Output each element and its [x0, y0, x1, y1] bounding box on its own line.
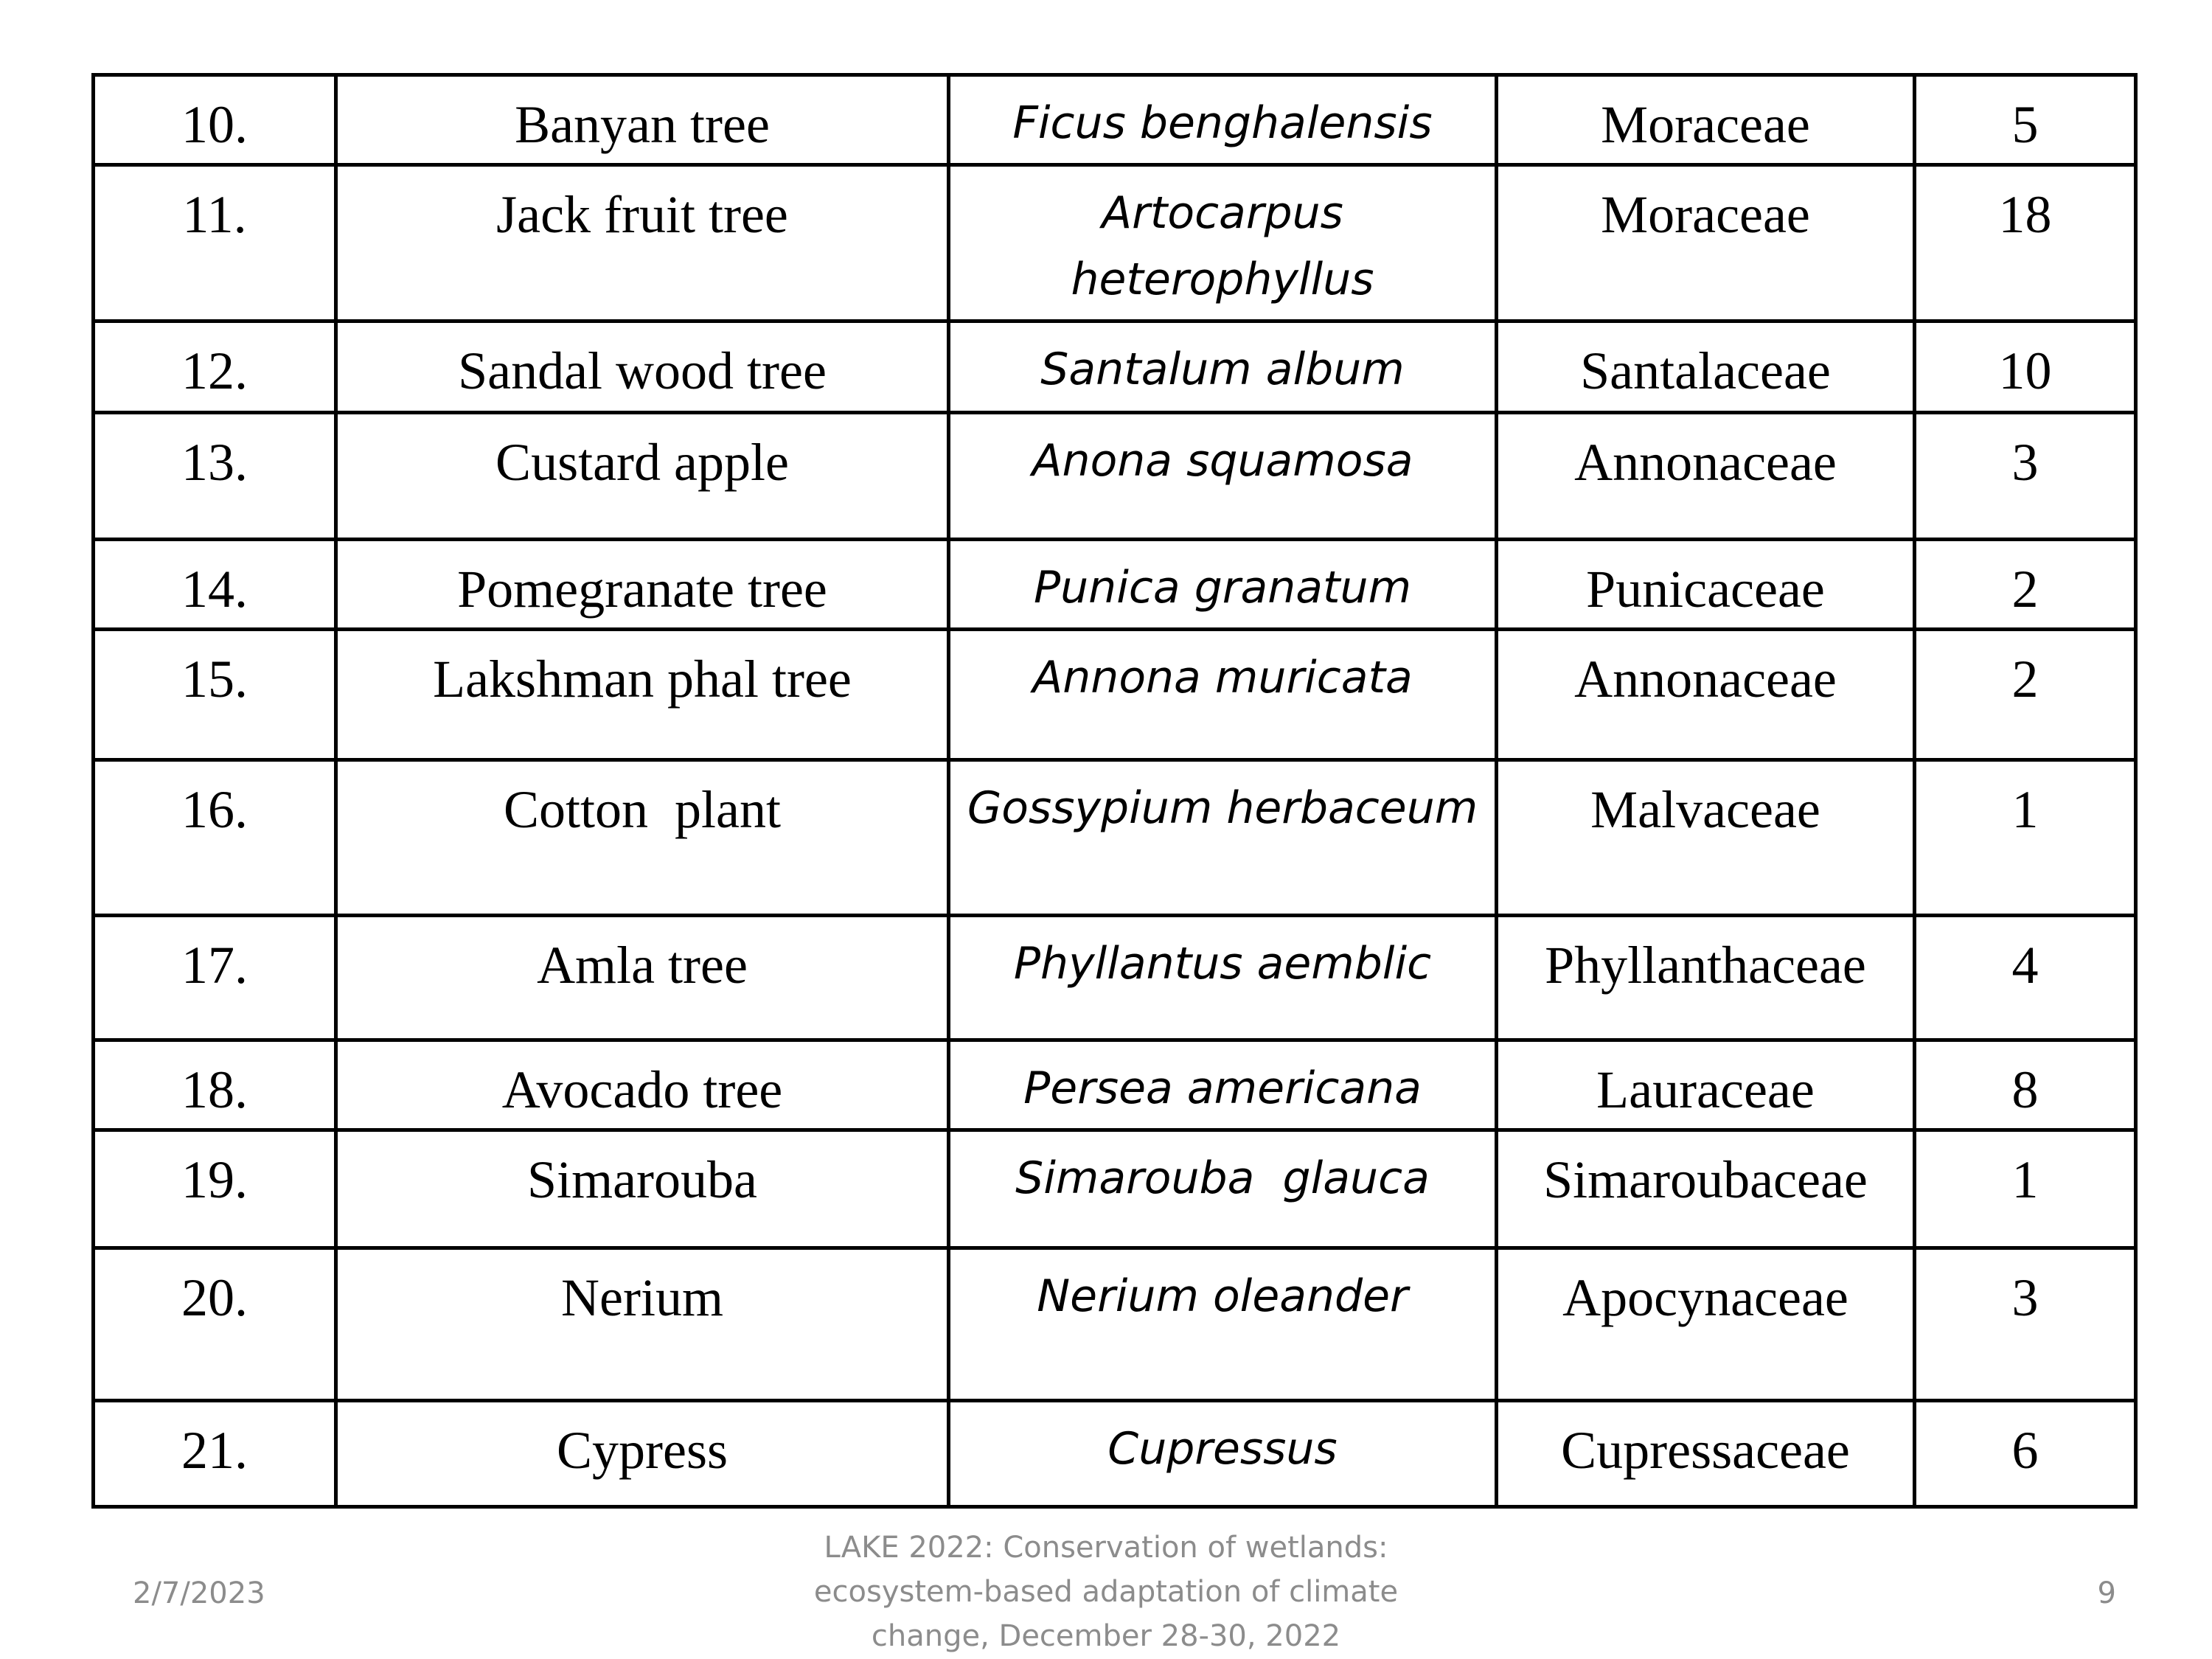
serial-number-cell: 15. [94, 630, 336, 760]
serial-number-cell: 19. [94, 1130, 336, 1248]
table-row [94, 165, 2136, 321]
count-cell: 10 [1915, 321, 2136, 413]
count-cell: 5 [1915, 75, 2136, 165]
common-name-cell: Cypress [336, 1401, 949, 1507]
count-cell: 2 [1915, 630, 2136, 760]
count-cell: 18 [1915, 165, 2136, 321]
table-row [94, 1040, 2136, 1130]
scientific-name-cell: Artocarpus heterophyllus [949, 165, 1497, 321]
count-cell: 6 [1915, 1401, 2136, 1507]
family-cell: Cupressaceae [1497, 1401, 1915, 1507]
family-cell: Annonaceae [1497, 413, 1915, 540]
serial-number-cell: 12. [94, 321, 336, 413]
scientific-name-cell: Simarouba glauca [949, 1130, 1497, 1248]
serial-number-cell: 13. [94, 413, 336, 540]
count-cell: 1 [1915, 1130, 2136, 1248]
table-row [94, 1130, 2136, 1248]
table-row [94, 540, 2136, 630]
table-row [94, 321, 2136, 413]
family-cell: Lauraceae [1497, 1040, 1915, 1130]
species-table [91, 73, 2138, 1509]
count-cell: 2 [1915, 540, 2136, 630]
family-cell: Simaroubaceae [1497, 1130, 1915, 1248]
common-name-cell: Simarouba [336, 1130, 949, 1248]
serial-number-cell: 10. [94, 75, 336, 165]
family-cell: Malvaceae [1497, 760, 1915, 916]
count-cell: 1 [1915, 760, 2136, 916]
table-row [94, 1401, 2136, 1507]
serial-number-cell: 11. [94, 165, 336, 321]
scientific-name-cell: Cupressus [949, 1401, 1497, 1507]
common-name-cell: Amla tree [336, 916, 949, 1040]
common-name-cell: Jack fruit tree [336, 165, 949, 321]
common-name-cell: Cotton plant [336, 760, 949, 916]
family-cell: Moraceae [1497, 165, 1915, 321]
count-cell: 4 [1915, 916, 2136, 1040]
family-cell: Punicaceae [1497, 540, 1915, 630]
count-cell: 3 [1915, 1248, 2136, 1401]
common-name-cell: Avocado tree [336, 1040, 949, 1130]
scientific-name-cell: Gossypium herbaceum [949, 760, 1497, 916]
common-name-cell: Lakshman phal tree [336, 630, 949, 760]
table-row [94, 413, 2136, 540]
table-row [94, 760, 2136, 916]
scientific-name-cell: Ficus benghalensis [949, 75, 1497, 165]
serial-number-cell: 14. [94, 540, 336, 630]
family-cell: Moraceae [1497, 75, 1915, 165]
common-name-cell: Sandal wood tree [336, 321, 949, 413]
scientific-name-cell: Nerium oleander [949, 1248, 1497, 1401]
count-cell: 8 [1915, 1040, 2136, 1130]
page-number: 9 [2097, 1576, 2116, 1610]
serial-number-cell: 21. [94, 1401, 336, 1507]
common-name-cell: Banyan tree [336, 75, 949, 165]
scientific-name-cell: Persea americana [949, 1040, 1497, 1130]
family-cell: Annonaceae [1497, 630, 1915, 760]
table-row [94, 630, 2136, 760]
count-cell: 3 [1915, 413, 2136, 540]
footer-date: 2/7/2023 [133, 1576, 265, 1610]
table-row [94, 916, 2136, 1040]
family-cell: Apocynaceae [1497, 1248, 1915, 1401]
common-name-cell: Nerium [336, 1248, 949, 1401]
common-name-cell: Custard apple [336, 413, 949, 540]
serial-number-cell: 20. [94, 1248, 336, 1401]
scientific-name-cell: Annona muricata [949, 630, 1497, 760]
serial-number-cell: 18. [94, 1040, 336, 1130]
family-cell: Santalaceae [1497, 321, 1915, 413]
scientific-name-cell: Anona squamosa [949, 413, 1497, 540]
scientific-name-cell: Punica granatum [949, 540, 1497, 630]
family-cell: Phyllanthaceae [1497, 916, 1915, 1040]
serial-number-cell: 16. [94, 760, 336, 916]
table-row [94, 1248, 2136, 1401]
table-row [94, 75, 2136, 165]
common-name-cell: Pomegranate tree [336, 540, 949, 630]
serial-number-cell: 17. [94, 916, 336, 1040]
footer-title: LAKE 2022: Conservation of wetlands: ecosystem-based adaptation of climate change, December 28-30, 2022 [813, 1531, 1399, 1653]
scientific-name-cell: Santalum album [949, 321, 1497, 413]
scientific-name-cell: Phyllantus aemblic [949, 916, 1497, 1040]
